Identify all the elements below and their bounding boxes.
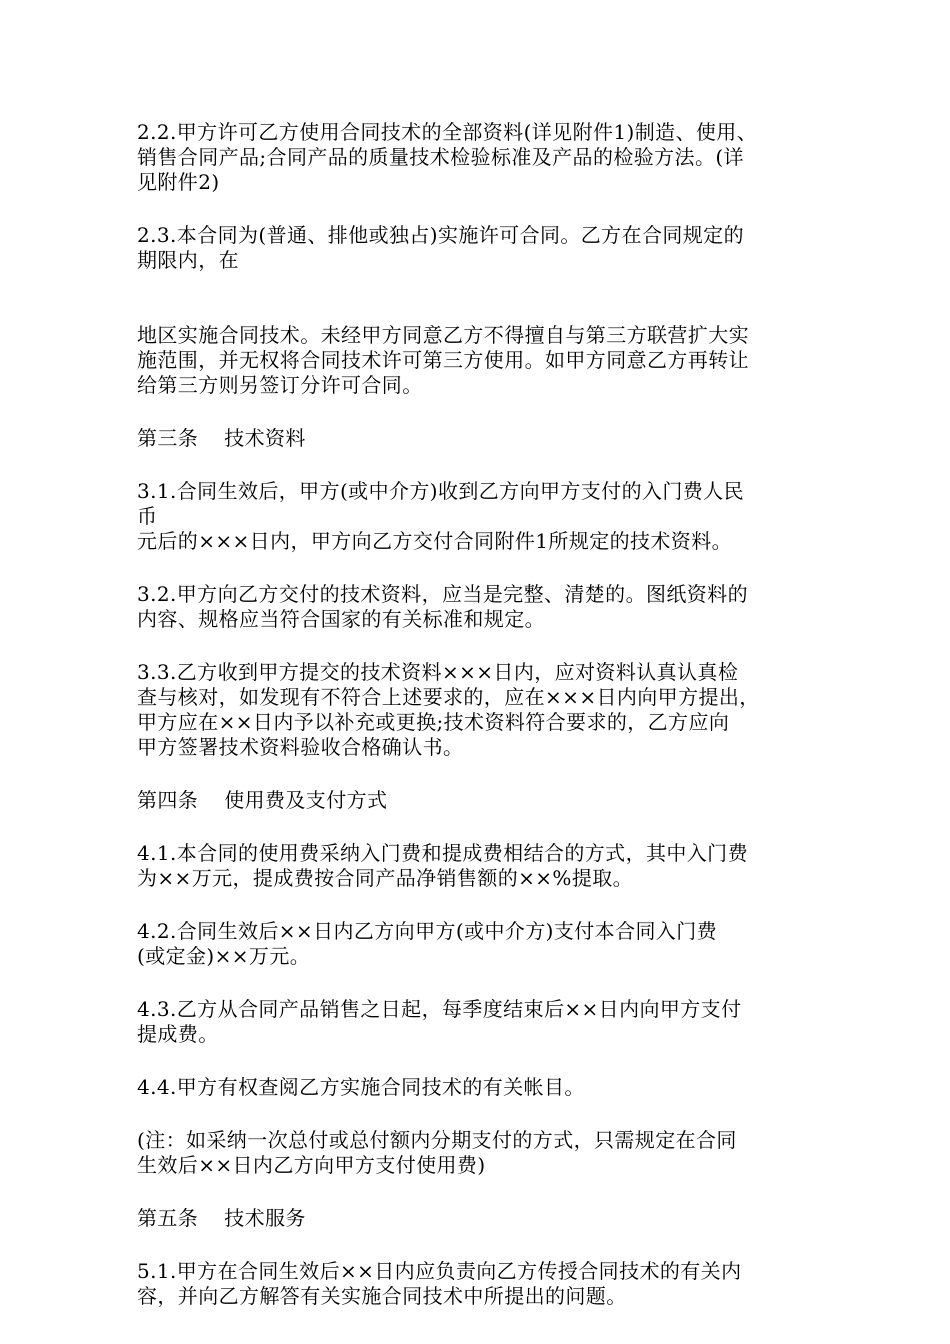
text-line: 见附件2) xyxy=(137,170,220,194)
clause-4-3 xyxy=(137,997,817,1047)
clause-3-1 xyxy=(137,479,817,554)
clause-2-3 xyxy=(137,223,817,273)
text-line: 生效后××日内乙方向甲方支付使用费) xyxy=(137,1153,486,1177)
text-line: 3.3.乙方收到甲方提交的技术资料×××日内，应对资料认真认真检 xyxy=(137,660,739,684)
text-line: 4.1.本合同的使用费采纳入门费和提成费相结合的方式，其中入门费 xyxy=(137,841,748,865)
text-line: 提成费。 xyxy=(137,1022,219,1046)
text-line: 期限内，在 xyxy=(137,248,239,272)
clause-5-1 xyxy=(137,1259,817,1309)
text-line: (或定金)××万元。 xyxy=(137,944,311,968)
text-line: 施范围，并无权将合同技术许可第三方使用。如甲方同意乙方再转让 xyxy=(137,348,749,372)
text-line: 为××万元，提成费按合同产品净销售额的××%提取。 xyxy=(137,866,634,890)
article-number: 第五条 xyxy=(137,1206,199,1230)
article-4-heading xyxy=(137,788,817,813)
text-line: 甲方应在××日内予以补充或更换;技术资料符合要求的，乙方应向 xyxy=(137,710,730,734)
article-title: 技术服务 xyxy=(224,1206,306,1230)
clause-2-2 xyxy=(137,120,817,195)
text-line: 容，并向乙方解答有关实施合同技术中所提出的问题。 xyxy=(137,1284,627,1308)
text-line: 2.2.甲方许可乙方使用合同技术的全部资料(详见附件1)制造、使用、 xyxy=(137,120,758,144)
article-number: 第三条 xyxy=(137,426,199,450)
article-title: 使用费及支付方式 xyxy=(224,788,388,812)
text-line: 查与核对，如发现有不符合上述要求的，应在×××日内向甲方提出， xyxy=(137,685,760,709)
text-line: 3.2.甲方向乙方交付的技术资料，应当是完整、清楚的。图纸资料的 xyxy=(137,582,748,606)
text-line: 币 xyxy=(137,504,158,528)
clause-4-1 xyxy=(137,841,817,891)
article-number: 第四条 xyxy=(137,788,199,812)
article-3-heading xyxy=(137,426,817,451)
article-5-heading xyxy=(137,1206,817,1231)
clause-3-2 xyxy=(137,582,817,632)
text-line: 地区实施合同技术。未经甲方同意乙方不得擅自与第三方联营扩大实 xyxy=(137,323,749,347)
clause-4-2 xyxy=(137,919,817,969)
clause-2-3-continued xyxy=(137,323,817,398)
text-line: (注：如采纳一次总付或总付额内分期支付的方式，只需规定在合同 xyxy=(137,1128,737,1152)
document-page xyxy=(137,120,817,1309)
text-line: 4.4.甲方有权查阅乙方实施合同技术的有关帐目。 xyxy=(137,1075,585,1099)
text-line: 4.2.合同生效后××日内乙方向甲方(或中介方)支付本合同入门费 xyxy=(137,919,718,943)
text-line: 内容、规格应当符合国家的有关标准和规定。 xyxy=(137,607,545,631)
text-line: 销售合同产品;合同产品的质量技术检验标准及产品的检验方法。(详 xyxy=(137,145,744,169)
text-line: 5.1.甲方在合同生效后××日内应负责向乙方传授合同技术的有关内 xyxy=(137,1259,742,1283)
text-line: 元后的×××日内，甲方向乙方交付合同附件1所规定的技术资料。 xyxy=(137,529,732,553)
article-title: 技术资料 xyxy=(224,426,306,450)
text-line: 4.3.乙方从合同产品销售之日起，每季度结束后××日内向甲方支付 xyxy=(137,997,742,1021)
clause-4-4 xyxy=(137,1075,817,1100)
note xyxy=(137,1128,817,1178)
text-line: 甲方签署技术资料验收合格确认书。 xyxy=(137,735,464,759)
text-line: 3.1.合同生效后，甲方(或中介方)收到乙方向甲方支付的入门费人民 xyxy=(137,479,744,503)
text-line: 给第三方则另签订分许可合同。 xyxy=(137,373,423,397)
text-line: 2.3.本合同为(普通、排他或独占)实施许可合同。乙方在合同规定的 xyxy=(137,223,744,247)
clause-3-3 xyxy=(137,660,817,760)
